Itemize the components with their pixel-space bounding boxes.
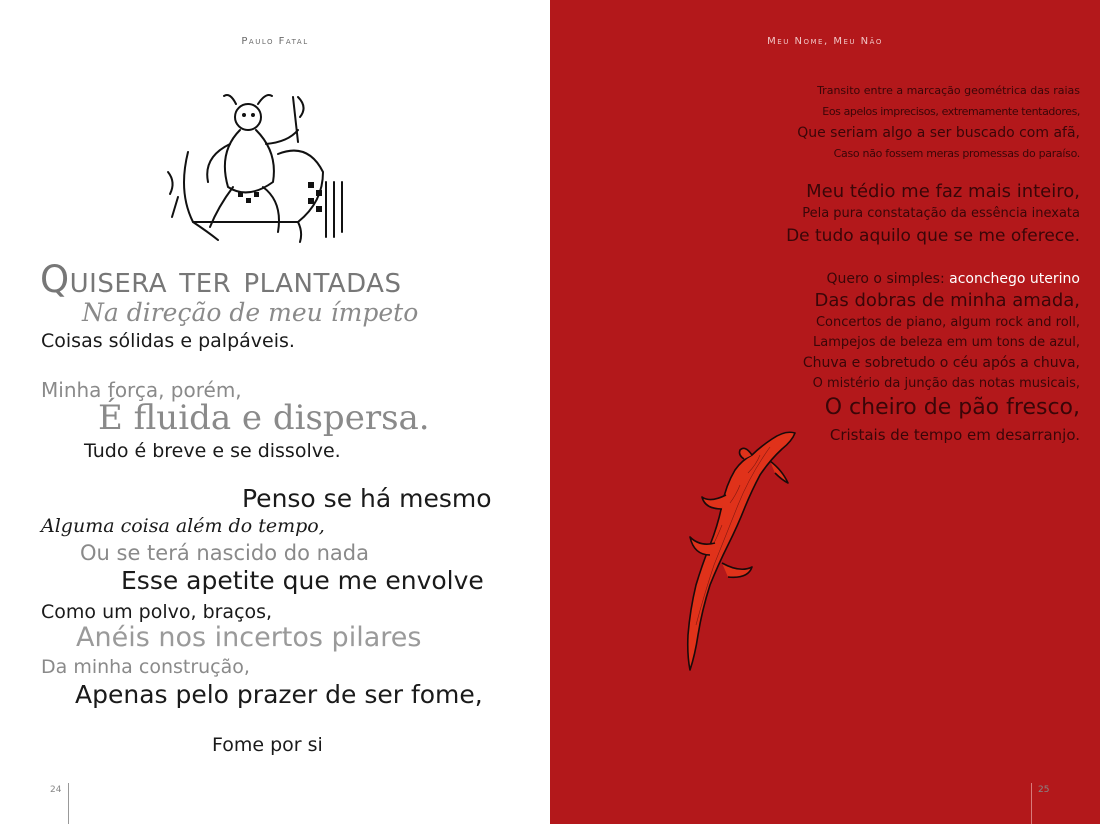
poem-line: Que seriam algo a ser buscado com afã, [797,125,1080,141]
poem-title: Quisera ter plantadas [40,258,402,301]
poem-line: De tudo aquilo que se me oferece. [786,226,1080,246]
poem-line-highlight [826,271,1080,287]
poem-line: Tudo é breve e se dissolve. [84,440,341,462]
poem-line: Eos apelos imprecisos, extremamente tentadores, [822,105,1080,118]
poem-line: Transito entre a marcação geométrica das raias [817,84,1080,97]
highlighted-phrase: aconchego uterino [949,271,1080,287]
poem-line: Ou se terá nascido do nada [80,541,369,565]
poem-line: Coisas sólidas e palpáveis. [41,330,295,352]
running-head-left: Paulo Fatal [241,36,309,47]
poem-line: O mistério da junção das notas musicais, [812,376,1080,391]
page-number-right: 25 [1038,785,1050,795]
poem-line: Como um polvo, braços, [41,601,273,623]
poem-line: Meu tédio me faz mais inteiro, [806,181,1080,202]
poem-line: Cristais de tempo em desarranjo. [829,426,1080,444]
poem-line: O cheiro de pão fresco, [824,395,1080,420]
poem-line: Anéis nos incertos pilares [76,622,422,653]
right-page [550,0,1100,824]
poem-line: Apenas pelo prazer de ser fome, [75,680,483,709]
poem-line: Alguma coisa além do tempo, [41,515,325,537]
poem-line: Das dobras de minha amada, [814,290,1080,311]
poem-line: Caso não fossem meras promessas do paraíso. [833,147,1080,160]
poem-line: Penso se há mesmo [242,484,492,513]
poem-line: Da minha construção, [41,656,250,678]
lizard-illustration [660,425,800,675]
poem-line: Concertos de piano, algum rock and roll, [815,315,1080,330]
poem-line: Fome por si [212,734,323,756]
poem-line-prefix: Quero o simples: [826,271,950,287]
folio-rule [68,783,69,824]
poem-line: Chuva e sobretudo o céu após a chuva, [802,355,1080,371]
poem-line: Na direção de meu ímpeto [82,298,419,327]
poem-line: Esse apetite que me envolve [121,566,484,595]
poem-line: Pela pura constatação da essência inexata [802,206,1080,221]
poem-line: É fluida e dispersa. [98,398,430,438]
poem-line: Minha força, porém, [41,378,242,402]
folio-rule [1031,783,1032,824]
page-number-left: 24 [50,785,62,795]
running-head-right: Meu Nome, Meu Não [767,36,883,47]
seated-figure-illustration [148,82,348,247]
poem-line: Lampejos de beleza em um tons de azul, [813,335,1080,350]
